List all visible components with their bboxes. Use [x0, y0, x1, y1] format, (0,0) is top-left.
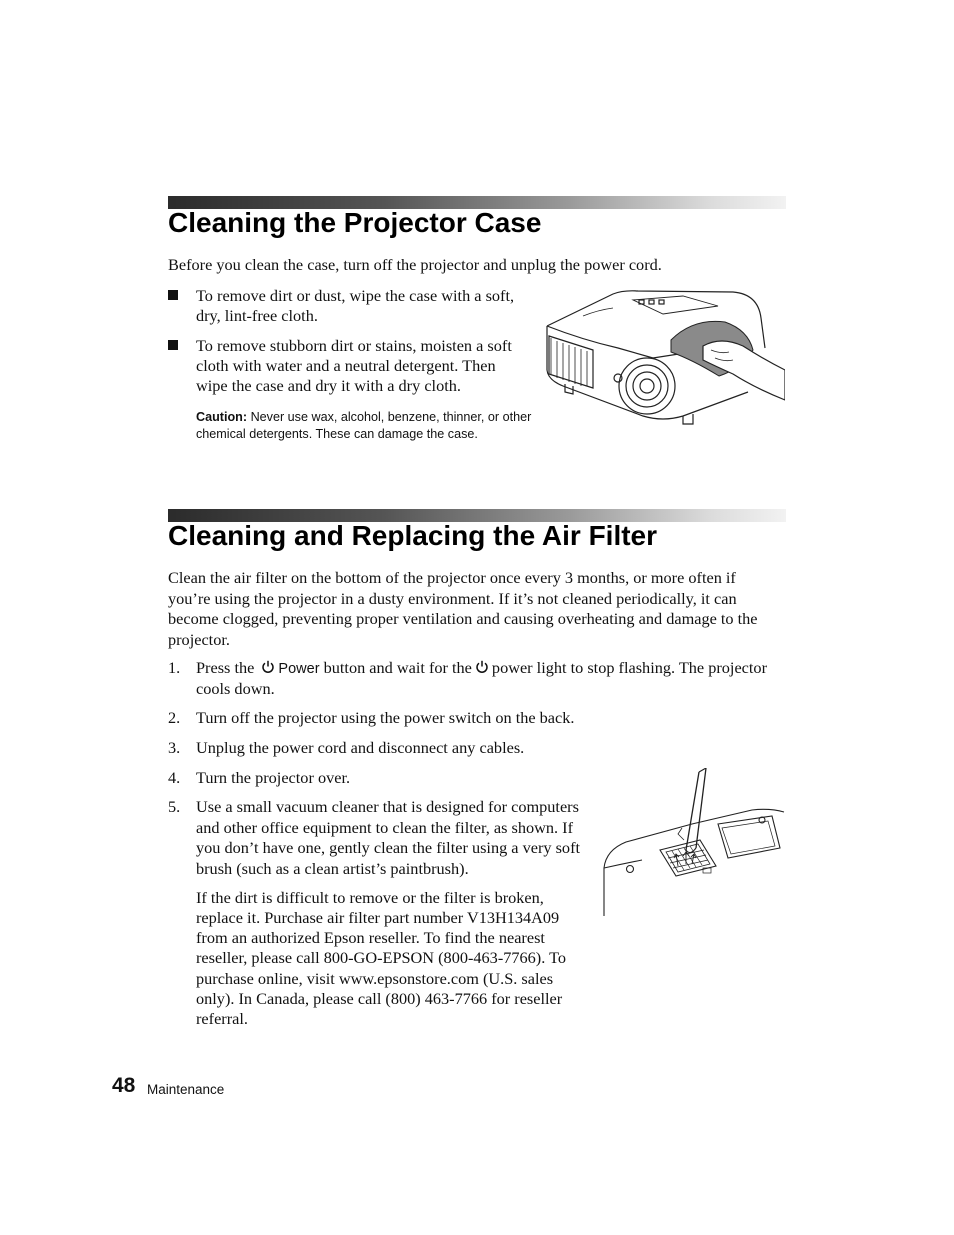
intro-paragraph: Before you clean the case, turn off the projector and unplug the power cord.: [168, 255, 662, 274]
power-button-label: Power: [278, 661, 320, 677]
paragraph-line: become clogged, preventing proper ventilation and causing overheating and damage to the: [168, 609, 758, 628]
step-text-part: power light to stop flashing. The projector: [491, 658, 767, 677]
step-number: 5.: [168, 797, 181, 816]
step-text: replace it. Purchase air filter part number V13H134A09: [196, 908, 560, 927]
caution-note: [196, 409, 536, 443]
step-number: 3.: [168, 738, 181, 757]
step-number: 1.: [168, 658, 181, 677]
section-title-cleaning-case: Cleaning the Projector Case: [168, 207, 542, 238]
step-text: purchase online, visit www.epsonstore.com (U.S. sales: [196, 968, 554, 988]
bullet-line: To remove stubborn dirt or stains, moisten a soft: [196, 336, 512, 355]
power-icon: [475, 660, 489, 674]
step-text: from an authorized Epson reseller. To find the nearest: [196, 928, 545, 947]
step-text: cools down.: [196, 678, 275, 698]
paragraph-line: Clean the air filter on the bottom of the projector once every 3 months, or more often if: [168, 568, 736, 587]
step-text: referral.: [196, 1008, 248, 1028]
page-number: 48: [112, 1074, 136, 1097]
step-text: Use a small vacuum cleaner that is designed for computers: [196, 797, 579, 816]
step-text-part: button and wait for the: [323, 658, 472, 677]
power-icon: [261, 660, 275, 674]
air-filter-vacuum-illustration: [602, 768, 786, 920]
step-text: and other office equipment to clean the filter, as shown. If: [196, 817, 574, 837]
step-text: only). In Canada, please call (800) 463-7766 for reseller: [196, 988, 563, 1008]
footer-section-label: Maintenance: [147, 1082, 225, 1097]
bullet-line: To remove dirt or dust, wipe the case with a soft,: [196, 286, 515, 305]
paragraph-line: you’re using the projector in a dusty environment. If it’s not cleaned periodically, it can: [168, 588, 737, 608]
paragraph-line: projector.: [168, 629, 230, 649]
step-text: If the dirt is difficult to remove or the filter is broken,: [196, 888, 544, 907]
caution-label: Caution:: [196, 410, 248, 424]
step-text: Turn the projector over.: [196, 768, 351, 787]
step-number: 4.: [168, 768, 181, 787]
step-text: Turn off the projector using the power switch on the back.: [196, 708, 575, 727]
step-number: 2.: [168, 708, 181, 727]
caution-text: Never use wax, alcohol, benzene, thinner, or other chemical detergents. These can damage the case.: [196, 410, 532, 441]
step-text-part: Press the: [196, 658, 255, 677]
bullet-line: wipe the case and dry it with a dry cloth.: [196, 376, 461, 395]
step-text: reseller, please call 800-GO-EPSON (800-463-7766). To: [196, 948, 567, 967]
step-text: [196, 658, 767, 680]
step-text: you don’t have one, gently clean the filter using a very soft: [196, 838, 581, 857]
projector-cleaning-illustration: [543, 288, 785, 428]
bullet-square-icon: [168, 290, 178, 300]
step-text: brush (such as a clean artist’s paintbrush).: [196, 858, 469, 878]
bullet-square-icon: [168, 340, 178, 350]
bullet-line: cloth with water and a neutral detergent. Then: [196, 356, 496, 375]
section-title-air-filter: Cleaning and Replacing the Air Filter: [168, 520, 658, 551]
step-text: Unplug the power cord and disconnect any cables.: [196, 738, 525, 757]
bullet-line: dry, lint-free cloth.: [196, 306, 318, 325]
